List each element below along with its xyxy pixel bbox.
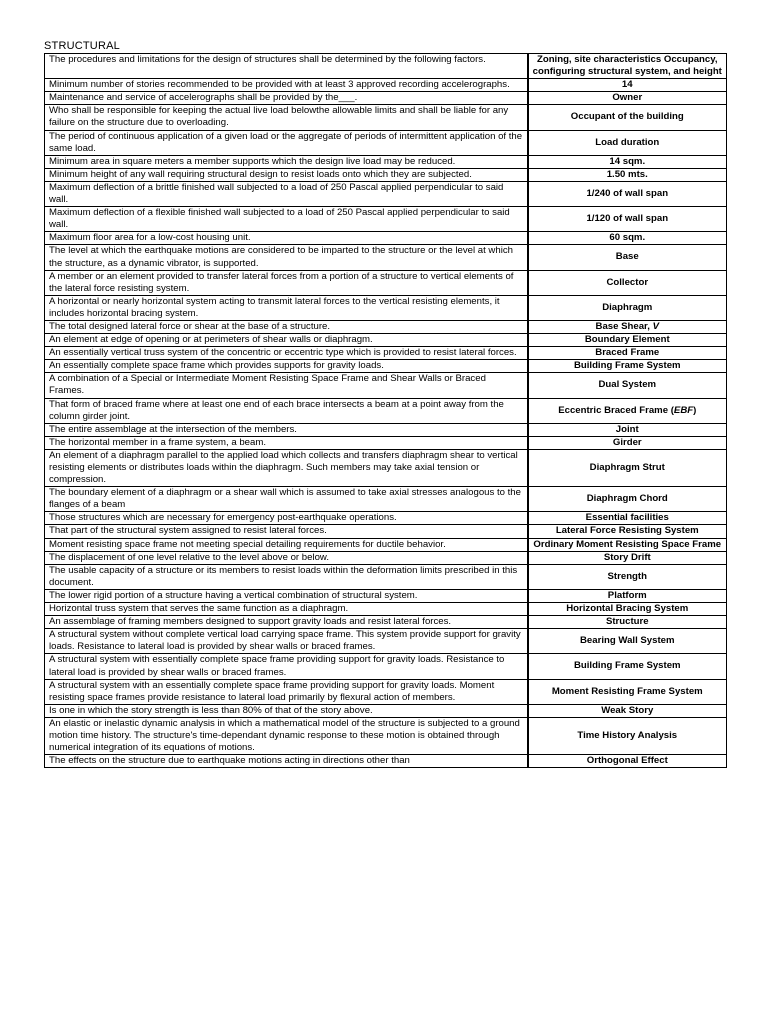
question-cell: A member or an element provided to transfer lateral forces from a portion of a structure to vertical elements of the lateral force resisting system. [45, 270, 528, 295]
table-row [45, 487, 727, 512]
answer-cell: Weak Story [528, 704, 726, 717]
table-row [45, 551, 727, 564]
question-cell: Maximum deflection of a brittle finished wall subjected to a load of 250 Pascal applied perpendicular to said wall. [45, 181, 528, 206]
answer-cell: Lateral Force Resisting System [528, 525, 726, 538]
answer-cell: Base Shear, V [528, 320, 726, 333]
answer-cell: Horizontal Bracing System [528, 603, 726, 616]
question-cell: The horizontal member in a frame system, a beam. [45, 436, 528, 449]
table-row [45, 717, 727, 754]
answer-cell: 14 sqm. [528, 155, 726, 168]
question-cell: An element at edge of opening or at perimeters of shear walls or diaphragm. [45, 334, 528, 347]
answer-cell: Braced Frame [528, 347, 726, 360]
qa-table-body [45, 54, 727, 768]
table-row [45, 295, 727, 320]
table-row [45, 207, 727, 232]
page-title: STRUCTURAL [44, 40, 120, 52]
answer-cell: Collector [528, 270, 726, 295]
table-row [45, 564, 727, 589]
question-cell: The procedures and limitations for the design of structures shall be determined by the following factors. [45, 54, 528, 79]
answer-cell: Diaphragm Strut [528, 449, 726, 486]
answer-cell: Orthogonal Effect [528, 755, 726, 768]
table-row [45, 704, 727, 717]
table-row [45, 168, 727, 181]
question-cell: That form of braced frame where at least one end of each brace intersects a beam at a point away from the column girder joint. [45, 398, 528, 423]
answer-cell: Platform [528, 589, 726, 602]
table-row [45, 105, 727, 130]
table-row [45, 181, 727, 206]
table-row [45, 360, 727, 373]
table-row [45, 373, 727, 398]
table-row [45, 79, 727, 92]
table-row [45, 398, 727, 423]
qa-table [44, 53, 727, 768]
question-cell: Minimum number of stories recommended to be provided with at least 3 approved recording accelerographs. [45, 79, 528, 92]
answer-cell: Occupant of the building [528, 105, 726, 130]
answer-cell: 14 [528, 79, 726, 92]
answer-cell: Joint [528, 423, 726, 436]
table-row [45, 334, 727, 347]
table-row [45, 512, 727, 525]
answer-cell: 1/120 of wall span [528, 207, 726, 232]
table-row [45, 245, 727, 270]
answer-cell: Essential facilities [528, 512, 726, 525]
table-row [45, 616, 727, 629]
question-cell: Minimum area in square meters a member supports which the design live load may be reduced. [45, 155, 528, 168]
answer-cell: Building Frame System [528, 360, 726, 373]
table-row [45, 679, 727, 704]
answer-cell: Diaphragm [528, 295, 726, 320]
table-row [45, 755, 727, 768]
question-cell: The usable capacity of a structure or its members to resist loads within the deformation limits prescribed in this document. [45, 564, 528, 589]
question-cell: An assemblage of framing members designed to support gravity loads and resist lateral forces. [45, 616, 528, 629]
question-cell: Moment resisting space frame not meeting special detailing requirements for ductile behavior. [45, 538, 528, 551]
question-cell: An element of a diaphragm parallel to the applied load which collects and transfers diaphragm shear to vertical resisting elements or distributes loads within the diaphragm. Such members may take axial tension or compression. [45, 449, 528, 486]
table-row [45, 232, 727, 245]
question-cell: Maintenance and service of accelerographs shall be provided by the___. [45, 92, 528, 105]
question-cell: An essentially complete space frame which provides supports for gravity loads. [45, 360, 528, 373]
table-row [45, 603, 727, 616]
abbreviation-symbol: EBF [673, 404, 694, 416]
table-row [45, 436, 727, 449]
question-cell: A structural system without complete vertical load carrying space frame. This system provide support for gravity loads. Resistance to lateral load is provided by shear walls or braced frames. [45, 629, 528, 654]
answer-cell: Story Drift [528, 551, 726, 564]
question-cell: The lower rigid portion of a structure having a vertical combination of structural system. [45, 589, 528, 602]
question-cell: Horizontal truss system that serves the same function as a diaphragm. [45, 603, 528, 616]
question-cell: The entire assemblage at the intersection of the members. [45, 423, 528, 436]
answer-cell: Bearing Wall System [528, 629, 726, 654]
question-cell: Maximum deflection of a flexible finished wall subjected to a load of 250 Pascal applied perpendicular to said wall. [45, 207, 528, 232]
answer-cell: Diaphragm Chord [528, 487, 726, 512]
table-row [45, 525, 727, 538]
question-cell: The total designed lateral force or shear at the base of a structure. [45, 320, 528, 333]
table-row [45, 130, 727, 155]
table-row [45, 54, 727, 79]
table-row [45, 320, 727, 333]
question-cell: A structural system with essentially complete space frame providing support for gravity loads. Resistance to lateral load is provided by shear walls or braced frames. [45, 654, 528, 679]
answer-cell: Moment Resisting Frame System [528, 679, 726, 704]
answer-cell: Strength [528, 564, 726, 589]
question-cell: An essentially vertical truss system of the concentric or eccentric type which is provided to resist lateral forces. [45, 347, 528, 360]
table-row [45, 92, 727, 105]
answer-cell: Base [528, 245, 726, 270]
answer-cell: Boundary Element [528, 334, 726, 347]
table-row [45, 449, 727, 486]
table-row [45, 654, 727, 679]
table-row [45, 423, 727, 436]
question-cell: Maximum floor area for a low-cost housing unit. [45, 232, 528, 245]
answer-cell: Time History Analysis [528, 717, 726, 754]
answer-cell: 1/240 of wall span [528, 181, 726, 206]
answer-cell: 60 sqm. [528, 232, 726, 245]
question-cell: A combination of a Special or Intermediate Moment Resisting Space Frame and Shear Walls or Braced Frames. [45, 373, 528, 398]
answer-cell: Eccentric Braced Frame (EBF) [528, 398, 726, 423]
question-cell: The boundary element of a diaphragm or a shear wall which is assumed to take axial stresses analogous to the flanges of a beam [45, 487, 528, 512]
question-cell: The level at which the earthquake motions are considered to be imparted to the structure or the level at which the structure, as a dynamic vibrator, is supported. [45, 245, 528, 270]
question-cell: An elastic or inelastic dynamic analysis in which a mathematical model of the structure is subjected to a ground motion time history. The structure's time-dependant dynamic response to these motion is obtained through numerical integration of its equations of motions. [45, 717, 528, 754]
answer-cell: Zoning, site characteristics Occupancy, configuring structural system, and height [528, 54, 726, 79]
answer-cell: Ordinary Moment Resisting Space Frame [528, 538, 726, 551]
answer-cell: Building Frame System [528, 654, 726, 679]
answer-cell: 1.50 mts. [528, 168, 726, 181]
table-row [45, 589, 727, 602]
answer-cell: Owner [528, 92, 726, 105]
variable-symbol: V [652, 320, 659, 332]
question-cell: That part of the structural system assigned to resist lateral forces. [45, 525, 528, 538]
answer-cell: Girder [528, 436, 726, 449]
table-row [45, 538, 727, 551]
table-row [45, 270, 727, 295]
question-cell: The displacement of one level relative to the level above or below. [45, 551, 528, 564]
table-row [45, 347, 727, 360]
answer-cell: Dual System [528, 373, 726, 398]
question-cell: Who shall be responsible for keeping the actual live load belowthe allowable limits and shall be liable for any failure on the structure due to overloading. [45, 105, 528, 130]
question-cell: Is one in which the story strength is less than 80% of that of the story above. [45, 704, 528, 717]
table-row [45, 629, 727, 654]
question-cell: A horizontal or nearly horizontal system acting to transmit lateral forces to the vertical resisting elements, it includes horizontal bracing system. [45, 295, 528, 320]
question-cell: A structural system with an essentially complete space frame providing support for gravity loads. Moment resisting space frames provide resistance to lateral load primarily by flexural action of members. [45, 679, 528, 704]
question-cell: Minimum height of any wall requiring structural design to resist loads onto which they are subjected. [45, 168, 528, 181]
answer-cell: Structure [528, 616, 726, 629]
answer-cell: Load duration [528, 130, 726, 155]
question-cell: The effects on the structure due to earthquake motions acting in directions other than [45, 755, 528, 768]
question-cell: The period of continuous application of a given load or the aggregate of periods of intermittent application of the same load. [45, 130, 528, 155]
question-cell: Those structures which are necessary for emergency post-earthquake operations. [45, 512, 528, 525]
table-row [45, 155, 727, 168]
